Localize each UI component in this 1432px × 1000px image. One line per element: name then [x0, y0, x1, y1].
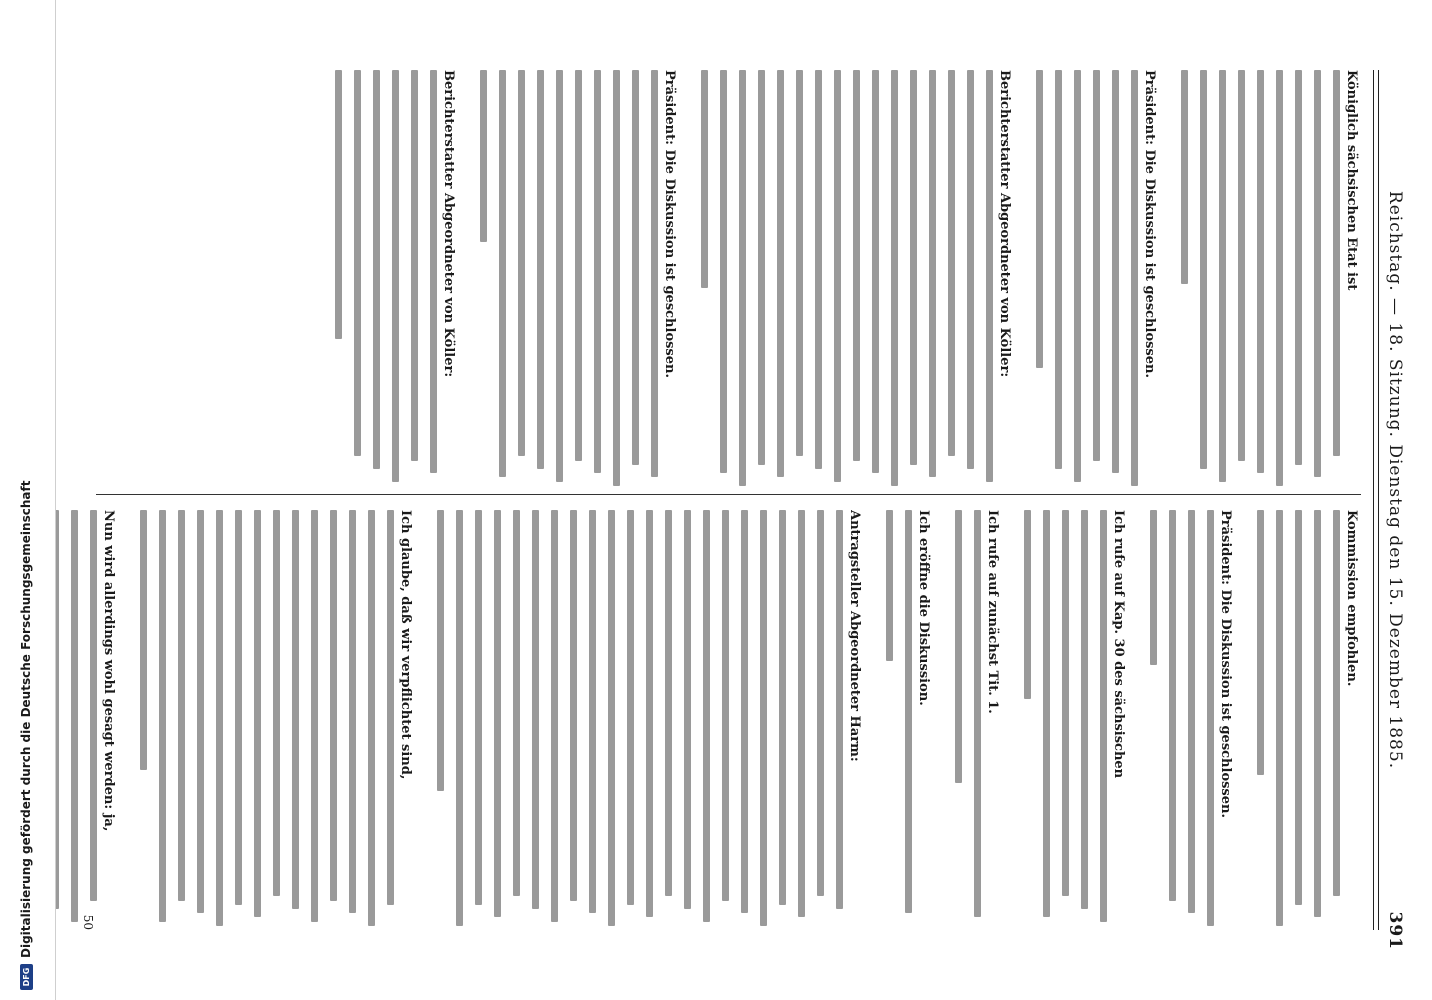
text-line-placeholder: [1055, 70, 1062, 469]
text-line-placeholder: [1333, 510, 1340, 896]
rotated-sheet: [70, 0, 1415, 1000]
paragraph-opening: Königlich sächsischen Etat ist: [1344, 70, 1359, 291]
text-line-placeholder: [494, 510, 501, 917]
paragraph-opening: Präsident: Die Diskussion ist geschlossen.: [662, 70, 677, 379]
text-line-placeholder: [1150, 510, 1157, 665]
text-line-placeholder: [311, 510, 318, 922]
text-line-placeholder: [480, 70, 487, 242]
text-line-placeholder: [815, 70, 822, 469]
text-line-placeholder: [1257, 70, 1264, 473]
paragraph-gap: [313, 70, 323, 490]
text-line-placeholder: [1257, 510, 1264, 775]
text-line-placeholder: [335, 70, 342, 339]
text-line-placeholder: [570, 510, 577, 901]
text-line-placeholder: [974, 510, 981, 917]
digitization-credit: [14, 390, 38, 990]
text-line-placeholder: [1081, 510, 1088, 909]
unread-text-block: [480, 70, 658, 490]
text-line-placeholder: [373, 70, 380, 469]
text-line-placeholder: [1036, 70, 1043, 368]
text-line-placeholder: [910, 70, 917, 465]
text-line-placeholder: [608, 510, 615, 926]
text-line-placeholder: [929, 70, 936, 477]
paragraph-opening: Berichterstatter Abgeordneter von Köller:: [997, 70, 1012, 378]
text-line-placeholder: [349, 510, 356, 913]
header-rule-double: [1373, 70, 1374, 930]
unread-text-block: [437, 510, 843, 930]
paragraph-gap: [1159, 70, 1169, 490]
unread-text-block: [1257, 510, 1340, 930]
text-line-placeholder: [254, 510, 261, 917]
running-title: Reichstag. — 18. Sitzung. Dienstag den 15. Dezember 1885.: [1385, 190, 1405, 770]
text-line-placeholder: [1219, 70, 1226, 482]
text-line-placeholder: [551, 510, 558, 922]
text-line-placeholder: [1200, 70, 1207, 469]
text-line-placeholder: [834, 70, 841, 482]
text-column-right: [91, 510, 1361, 930]
text-line-placeholder: [948, 70, 955, 456]
paragraph-opening: Antragsteller Abgeordneter Harm:: [847, 510, 862, 762]
text-line-placeholder: [1188, 510, 1195, 913]
paragraph-gap: [679, 70, 689, 490]
text-line-placeholder: [1295, 510, 1302, 905]
text-line-placeholder: [886, 510, 893, 661]
paragraph-gap: [864, 510, 874, 930]
paragraph-opening: Ich glaube, daß wir verpflichtet sind,: [398, 510, 413, 780]
text-line-placeholder: [646, 510, 653, 917]
unread-text-block: [335, 70, 437, 490]
text-line-placeholder: [368, 510, 375, 926]
unread-text-block: [1024, 510, 1107, 930]
text-line-placeholder: [392, 70, 399, 482]
text-line-placeholder: [178, 510, 185, 901]
text-line-placeholder: [1093, 70, 1100, 461]
text-line-placeholder: [1024, 510, 1031, 699]
text-line-placeholder: [575, 70, 582, 461]
text-line-placeholder: [513, 510, 520, 896]
page-signature: 50: [81, 914, 95, 930]
paragraph-opening: Präsident: Die Diskussion ist geschlossen.: [1142, 70, 1157, 379]
text-line-placeholder: [986, 70, 993, 482]
text-line-placeholder: [872, 70, 879, 473]
text-line-placeholder: [589, 510, 596, 913]
text-line-placeholder: [739, 70, 746, 486]
text-line-placeholder: [1112, 70, 1119, 473]
running-header: [1381, 70, 1409, 950]
text-line-placeholder: [613, 70, 620, 486]
text-line-placeholder: [779, 510, 786, 905]
paragraph-gap: [458, 70, 468, 490]
text-line-placeholder: [475, 510, 482, 905]
paragraph-opening: Ich rufe auf zunächst Tit. 1.: [985, 510, 1000, 714]
text-line-placeholder: [1169, 510, 1176, 901]
unread-text-block: [1181, 70, 1340, 490]
text-line-placeholder: [758, 70, 765, 465]
unread-text-block: [955, 510, 981, 930]
text-line-placeholder: [499, 70, 506, 477]
paragraph-opening: Ich eröffne die Diskussion.: [916, 510, 931, 706]
scan-edge: [55, 0, 56, 1000]
paragraph-opening: Kommission empfohlen.: [1344, 510, 1359, 687]
column-separator: [96, 494, 1361, 495]
text-line-placeholder: [430, 70, 437, 473]
text-line-placeholder: [720, 70, 727, 473]
text-line-placeholder: [651, 70, 658, 477]
paragraph-gap: [1128, 510, 1138, 930]
text-line-placeholder: [330, 510, 337, 901]
page-number: 391: [1385, 911, 1405, 950]
text-line-placeholder: [836, 510, 843, 909]
unread-text-block: [886, 510, 912, 930]
unread-text-block: [140, 510, 394, 930]
text-line-placeholder: [760, 510, 767, 926]
text-line-placeholder: [354, 70, 361, 456]
text-line-placeholder: [684, 510, 691, 909]
text-line-placeholder: [891, 70, 898, 486]
text-line-placeholder: [1207, 510, 1214, 926]
text-line-placeholder: [853, 70, 860, 461]
paragraph-gap: [1014, 70, 1024, 490]
text-line-placeholder: [197, 510, 204, 913]
paragraph-opening: Nun wird allerdings wohl gesagt werden: ja,: [101, 510, 116, 832]
text-line-placeholder: [817, 510, 824, 896]
text-line-placeholder: [777, 70, 784, 477]
text-line-placeholder: [967, 70, 974, 469]
text-line-placeholder: [411, 70, 418, 461]
text-line-placeholder: [1181, 70, 1188, 284]
text-column-left: [91, 70, 1361, 490]
paragraph-gap: [1002, 510, 1012, 930]
text-line-placeholder: [796, 70, 803, 456]
unread-text-block: [701, 70, 993, 490]
unread-text-block: [1150, 510, 1214, 930]
unread-text-block: [1036, 70, 1138, 490]
text-line-placeholder: [722, 510, 729, 901]
text-line-placeholder: [235, 510, 242, 905]
text-line-placeholder: [159, 510, 166, 922]
text-line-placeholder: [537, 70, 544, 469]
text-line-placeholder: [1074, 70, 1081, 482]
dfg-logo: DFG: [20, 964, 33, 990]
text-line-placeholder: [518, 70, 525, 456]
text-line-placeholder: [1100, 510, 1107, 922]
text-line-placeholder: [437, 510, 444, 791]
text-line-placeholder: [216, 510, 223, 926]
text-line-placeholder: [292, 510, 299, 909]
paragraph-gap: [933, 510, 943, 930]
digitization-credit-text: Digitalisierung gefördert durch die Deutsche Forschungsgemeinschaft: [19, 480, 33, 958]
text-line-placeholder: [1314, 70, 1321, 477]
text-line-placeholder: [556, 70, 563, 482]
text-line-placeholder: [955, 510, 962, 783]
text-line-placeholder: [1062, 510, 1069, 896]
text-line-placeholder: [387, 510, 394, 905]
text-line-placeholder: [456, 510, 463, 926]
text-line-placeholder: [532, 510, 539, 909]
text-line-placeholder: [1276, 510, 1283, 926]
text-line-placeholder: [1314, 510, 1321, 917]
text-line-placeholder: [798, 510, 805, 917]
text-line-placeholder: [1238, 70, 1245, 461]
text-line-placeholder: [1333, 70, 1340, 456]
paragraph-opening: Präsident: Die Diskussion ist geschlossen.: [1218, 510, 1233, 819]
text-line-placeholder: [632, 70, 639, 465]
header-rule: [1378, 70, 1379, 930]
document-page: [55, 0, 1432, 1000]
text-line-placeholder: [1295, 70, 1302, 465]
text-line-placeholder: [741, 510, 748, 913]
footer-band: [0, 0, 55, 1000]
text-line-placeholder: [1131, 70, 1138, 486]
text-line-placeholder: [665, 510, 672, 896]
text-line-placeholder: [627, 510, 634, 905]
text-line-placeholder: [594, 70, 601, 473]
text-line-placeholder: [273, 510, 280, 896]
text-line-placeholder: [1043, 510, 1050, 917]
paragraph-opening: Ich rufe auf Kap. 30 des sächsischen: [1111, 510, 1126, 779]
paragraph-gap: [118, 510, 128, 930]
text-line-placeholder: [701, 70, 708, 288]
text-line-placeholder: [140, 510, 147, 770]
paragraph-opening: Berichterstatter Abgeordneter von Köller:: [441, 70, 456, 378]
text-line-placeholder: [905, 510, 912, 913]
paragraph-gap: [1235, 510, 1245, 930]
paragraph-gap: [415, 510, 425, 930]
text-line-placeholder: [703, 510, 710, 922]
text-line-placeholder: [1276, 70, 1283, 486]
